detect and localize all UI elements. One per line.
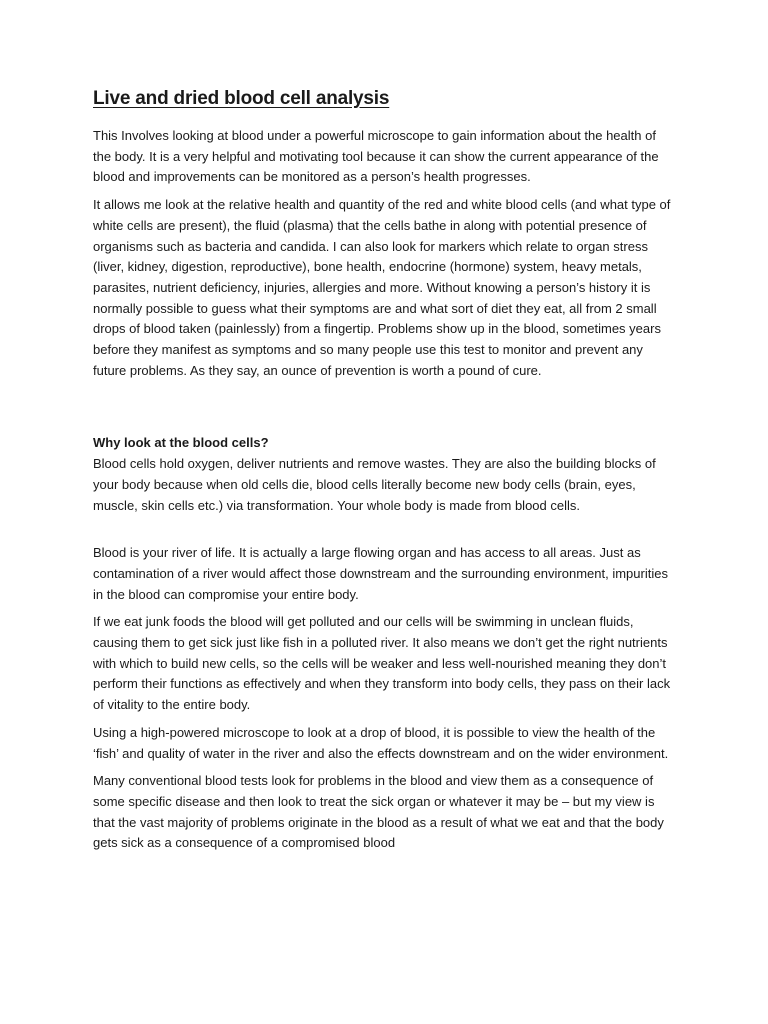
section-paragraph-4: Using a high-powered microscope to look at a drop of blood, it is possible to view the health of the ‘fish’ and quality of water in the river and also the effects downstream and on the wider environment. xyxy=(93,724,669,761)
section-paragraph-3: If we eat junk foods the blood will get polluted and our cells will be swimming in unclean fluids, causing them to get sick just like fish in a polluted river. It also means we don’t get the right nutrients with which to build new cells, so the cells will be weaker and less well-nourished meaning they don’t perform their functions as effectively and when they transform into body cells, they pass on their lack of vitality to the entire body. xyxy=(93,614,671,713)
document-title: Live and dried blood cell analysis xyxy=(93,88,390,109)
paragraph-spacer xyxy=(93,523,677,543)
document-body xyxy=(93,86,677,861)
second-paragraph: It allows me look at the relative health and quantity of the red and white blood cells (and what type of white cells are present), the fluid (plasma) that the cells bathe in along with potential presence of organisms such as bacteria and candida. I can also look for markers which relate to organ stress (liver, kidney, digestion, reproductive), bone health, endocrine (hormone) system, heavy metals, parasites, nutrient deficiency, injuries, allergies and more. Without knowing a person’s history it is normally possible to guess what their symptoms are and what sort of diet they eat, all from 2 small drops of blood taken (painlessly) from a fingertip. Problems show up in the blood, sometimes years before they manifest as symptoms and so many people use this test to monitor and prevent any future problems. As they say, an ounce of prevention is worth a pound of cure. xyxy=(93,197,671,378)
section-spacer xyxy=(93,388,677,433)
section-paragraph-1: Blood cells hold oxygen, deliver nutrients and remove wastes. They are also the building blocks of your body because when old cells die, blood cells literally become new body cells (brain, eyes, muscle, skin cells etc.) via transformation. Your whole body is made from blood cells. xyxy=(93,456,656,513)
section-paragraph-5: Many conventional blood tests look for problems in the blood and view them as a consequence of some specific disease and then look to treat the sick organ or whatever it may be – but my view is that the vast majority of problems originate in the blood as a result of what we eat and that the body gets sick as a consequence of a compromised blood xyxy=(93,773,664,851)
intro-paragraph: This Involves looking at blood under a powerful microscope to gain information about the health of the body. It is a very helpful and motivating tool because it can show the current appearance of the blood and improvements can be monitored as a person’s health progresses. xyxy=(93,128,659,185)
section-heading: Why look at the blood cells? xyxy=(93,435,269,451)
section-paragraph-2: Blood is your river of life. It is actually a large flowing organ and has access to all areas. Just as contamination of a river would affect those downstream and the surrounding environment, impurities in the blood can compromise your entire body. xyxy=(93,545,668,602)
